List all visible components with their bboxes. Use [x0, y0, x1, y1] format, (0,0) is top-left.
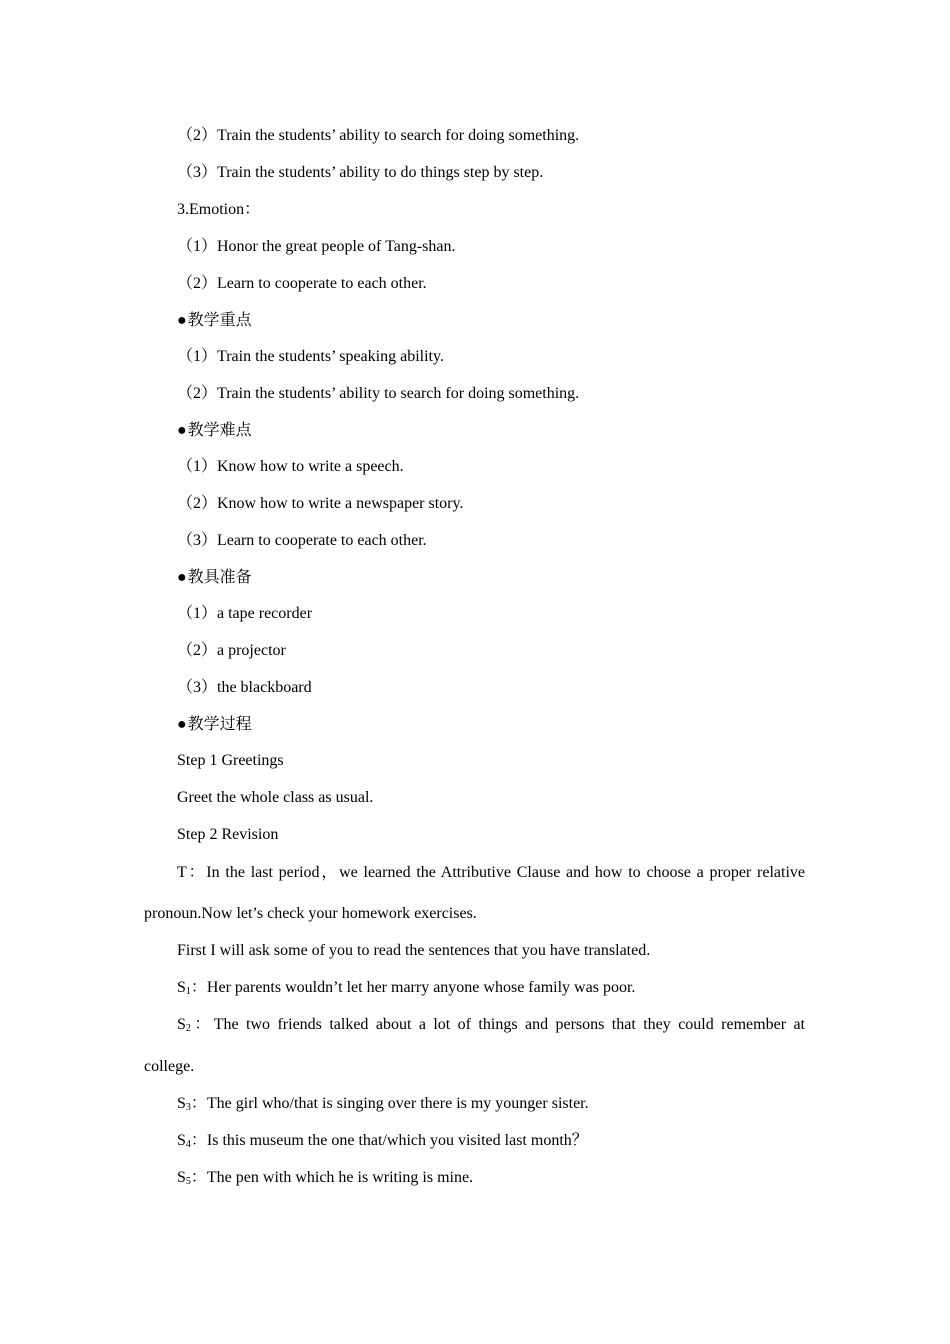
speaker-label: S: [177, 1132, 186, 1149]
section-heading-teaching-aids: [177, 568, 252, 588]
bullet-icon: ●: [177, 569, 187, 586]
sentence-text: ：The pen with which he is writing is mine.: [190, 1169, 474, 1186]
section-heading-difficulties: [177, 421, 252, 441]
sentence-text: ：Is this museum the one that/which you visited last month？: [190, 1132, 588, 1149]
student-sentence: [177, 1094, 589, 1114]
section-heading-key-points: [177, 311, 252, 331]
speaker-number: 4: [185, 1139, 191, 1150]
emotion-goal-line: （1）Honor the great people of Tang-shan.: [177, 238, 456, 255]
student-sentence: [177, 1168, 473, 1188]
teaching-aid-line: （1）a tape recorder: [177, 605, 313, 622]
teacher-line: T：In the last period，we learned the Attributive Clause and how to choose a proper relative: [177, 864, 805, 881]
teaching-goal-line: （2）Train the students’ ability to search for doing something.: [177, 127, 580, 144]
section-heading-label: 教学难点: [187, 422, 252, 439]
section-heading-process: [177, 715, 252, 735]
bullet-icon: ●: [177, 312, 187, 329]
bullet-icon: ●: [177, 716, 187, 733]
emotion-heading: 3.Emotion：: [177, 201, 261, 218]
section-heading-label: 教具准备: [187, 569, 252, 586]
teaching-aid-line: （3）the blackboard: [177, 679, 312, 696]
difficulty-line: （2）Know how to write a newspaper story.: [177, 495, 464, 512]
speaker-number: 5: [185, 1176, 191, 1187]
sentence-text: ：Her parents wouldn’t let her marry anyone whose family was poor.: [190, 979, 636, 996]
section-heading-label: 教学过程: [187, 716, 252, 733]
key-point-line: （1）Train the students’ speaking ability.: [177, 348, 444, 365]
section-heading-label: 教学重点: [187, 312, 252, 329]
teacher-line-continued: pronoun.Now let’s check your homework exercises.: [144, 905, 477, 922]
teaching-goal-line: （3）Train the students’ ability to do things step by step.: [177, 164, 544, 181]
student-sentence: [177, 978, 635, 998]
speaker-label: S: [177, 979, 186, 996]
speaker-label: S: [177, 1095, 186, 1112]
emotion-goal-line: （2）Learn to cooperate to each other.: [177, 275, 427, 292]
bullet-icon: ●: [177, 422, 187, 439]
difficulty-line: （1）Know how to write a speech.: [177, 458, 404, 475]
speaker-number: 2: [185, 1023, 191, 1034]
key-point-line: （2）Train the students’ ability to search for doing something.: [177, 385, 580, 402]
difficulty-line: （3）Learn to cooperate to each other.: [177, 532, 427, 549]
instruction-line: First I will ask some of you to read the sentences that you have translated.: [177, 942, 651, 959]
step-heading: Step 1 Greetings: [177, 752, 284, 769]
student-sentence: [177, 1131, 588, 1151]
step-body: Greet the whole class as usual.: [177, 789, 374, 806]
speaker-label: S: [177, 1016, 186, 1033]
step-heading: Step 2 Revision: [177, 826, 279, 843]
speaker-label: S: [177, 1169, 186, 1186]
speaker-number: 3: [185, 1102, 191, 1113]
sentence-text: ：The girl who/that is singing over there is my younger sister.: [190, 1095, 589, 1112]
student-sentence: [177, 1015, 805, 1035]
teaching-aid-line: （2）a projector: [177, 642, 286, 659]
student-sentence-continued: college.: [144, 1058, 195, 1075]
sentence-text: ：The two friends talked about a lot of things and persons that they could remember at: [190, 1016, 805, 1033]
speaker-number: 1: [185, 986, 191, 997]
